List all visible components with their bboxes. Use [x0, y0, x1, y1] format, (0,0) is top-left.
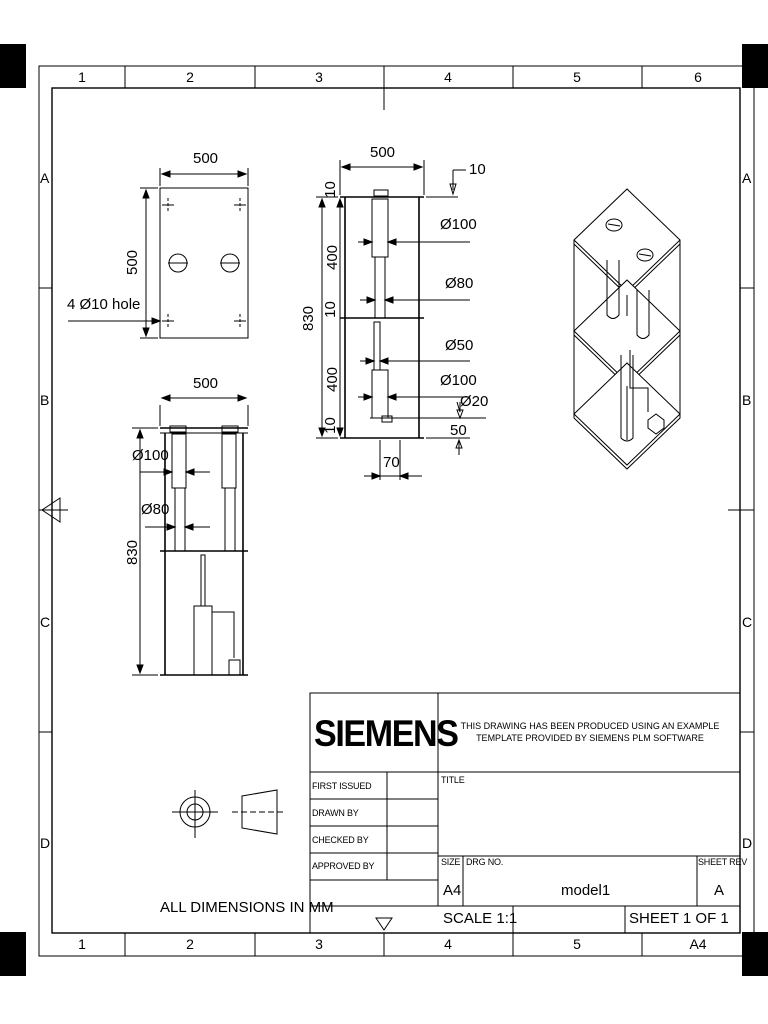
- side-view: [132, 395, 248, 675]
- zone-top-3: 3: [315, 69, 323, 85]
- drawn-by-label: DRAWN BY: [312, 808, 359, 818]
- zone-top-2: 2: [186, 69, 194, 85]
- row-left-b: B: [40, 392, 50, 408]
- hole-note: 4 Ø10 hole: [67, 296, 141, 313]
- size-label: SIZE: [441, 857, 461, 867]
- zone-bottom-1: 1: [78, 936, 86, 952]
- front-view-top-plate: 10: [321, 181, 339, 198]
- front-view-upper-span: 400: [324, 244, 342, 271]
- siemens-logo: SIEMENS: [314, 713, 458, 754]
- template-notice: [440, 720, 740, 744]
- side-view-width-dim: 500: [193, 375, 219, 392]
- top-view-width-dim: 500: [193, 150, 219, 167]
- front-view-width-dim: 500: [370, 144, 396, 161]
- side-view-dia-100: Ø100: [132, 447, 169, 464]
- side-view-dia-80: Ø80: [141, 501, 170, 518]
- front-view-mid-plate: 10: [321, 301, 339, 318]
- isometric-view: [574, 189, 680, 469]
- row-left-c: C: [40, 614, 51, 630]
- front-view-dia-100-lower: Ø100: [440, 372, 477, 389]
- front-view-70-dim: 70: [383, 454, 400, 471]
- template-notice-line1: THIS DRAWING HAS BEEN PRODUCED USING AN EXAMPLE: [460, 721, 720, 731]
- zone-top-5: 5: [573, 69, 581, 85]
- row-right-a: A: [742, 170, 752, 186]
- first-issued-label: FIRST ISSUED: [312, 781, 372, 791]
- zone-bottom-3: 3: [315, 936, 323, 952]
- drg-no-value: model1: [561, 882, 611, 899]
- centering-arrow-bottom: [376, 918, 392, 950]
- front-view-dia-50: Ø50: [445, 337, 474, 354]
- zone-top-1: 1: [78, 69, 86, 85]
- zone-top-4: 4: [444, 69, 452, 85]
- row-left-d: D: [40, 835, 51, 851]
- row-right-d: D: [742, 835, 753, 851]
- title-label: TITLE: [441, 775, 465, 785]
- zone-bottom-6: A4: [689, 936, 707, 952]
- template-notice-line2: TEMPLATE PROVIDED BY SIEMENS PLM SOFTWARE: [476, 733, 704, 743]
- row-right-b: B: [742, 392, 752, 408]
- front-view-lower-span: 400: [324, 366, 342, 393]
- front-view-thickness-dim: 10: [469, 161, 486, 178]
- sheet-count: SHEET 1 OF 1: [629, 910, 729, 927]
- front-view-dia-100-upper: Ø100: [440, 216, 477, 233]
- zone-bottom-2: 2: [186, 936, 194, 952]
- zone-bottom-4: 4: [444, 936, 452, 952]
- approved-by-label: APPROVED BY: [312, 861, 375, 871]
- units-note: ALL DIMENSIONS IN MM: [160, 899, 334, 916]
- centering-arrow-left: [42, 498, 68, 522]
- side-view-height-dim: 830: [124, 539, 142, 566]
- row-left-a: A: [40, 170, 50, 186]
- front-view-total-height: 830: [300, 305, 318, 332]
- checked-by-label: CHECKED BY: [312, 835, 369, 845]
- row-right-c: C: [742, 614, 753, 630]
- drg-no-label: DRG NO.: [466, 857, 504, 867]
- front-view-bottom-plate: 10: [321, 417, 339, 434]
- top-view-height-dim: 500: [124, 249, 142, 276]
- zone-top-6: 6: [694, 69, 702, 85]
- size-value: A4: [443, 882, 462, 899]
- front-view-dia-20: Ø20: [460, 393, 489, 410]
- sheet-rev-value: A: [714, 882, 725, 899]
- scale-value: SCALE 1:1: [443, 910, 518, 927]
- sheet-rev-label: SHEET REV: [698, 857, 748, 867]
- zone-bottom-5: 5: [573, 936, 581, 952]
- front-view-50-dim: 50: [450, 422, 467, 439]
- front-view-dia-80: Ø80: [445, 275, 474, 292]
- projection-symbol: [172, 790, 285, 838]
